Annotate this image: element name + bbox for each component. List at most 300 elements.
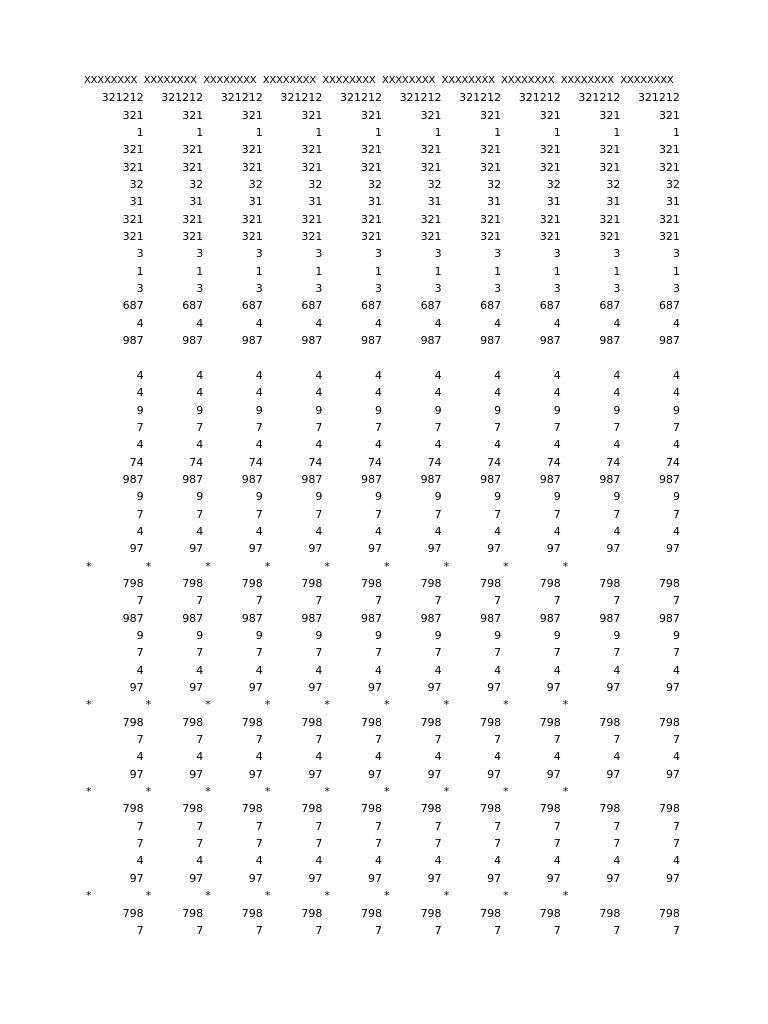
table-cell[interactable]: 32 xyxy=(189,178,204,192)
table-cell[interactable]: 9 xyxy=(315,629,323,642)
table-cell[interactable]: 4 xyxy=(494,750,502,764)
table-cell[interactable]: 798 xyxy=(301,802,323,816)
table-cell[interactable]: 798 xyxy=(301,715,323,729)
table-cell[interactable]: 97 xyxy=(367,681,382,695)
table-cell[interactable]: 3 xyxy=(136,282,144,296)
table-cell[interactable]: 987 xyxy=(420,472,442,486)
table-cell[interactable]: 7 xyxy=(613,923,621,937)
table-cell[interactable]: 9 xyxy=(196,403,204,417)
table-cell[interactable]: 9 xyxy=(613,629,621,642)
table-cell[interactable]: 798 xyxy=(599,715,621,729)
table-cell[interactable]: 4 xyxy=(196,524,204,538)
table-cell[interactable]: 7 xyxy=(613,819,621,833)
table-cell[interactable]: 798 xyxy=(122,802,144,816)
table-cell[interactable]: 987 xyxy=(539,472,561,486)
table-cell[interactable]: 9 xyxy=(434,490,442,504)
table-cell[interactable]: 9 xyxy=(374,490,382,504)
table-cell[interactable]: * xyxy=(503,785,509,799)
table-cell[interactable]: 321212 xyxy=(578,91,621,105)
table-cell[interactable]: 4 xyxy=(136,854,144,868)
table-cell[interactable] xyxy=(382,350,442,367)
table-cell[interactable]: 7 xyxy=(315,733,323,747)
table-cell[interactable]: 4 xyxy=(494,368,502,382)
table-cell[interactable]: 31 xyxy=(606,195,621,209)
table-cell[interactable]: 4 xyxy=(196,386,204,400)
table-cell[interactable]: 9 xyxy=(136,403,144,417)
table-cell[interactable]: 798 xyxy=(480,802,502,816)
table-cell[interactable]: 321 xyxy=(539,160,561,174)
table-cell[interactable]: * xyxy=(503,559,509,573)
table-cell[interactable]: 798 xyxy=(539,576,561,590)
table-cell[interactable]: 7 xyxy=(374,420,382,434)
table-cell[interactable]: 74 xyxy=(427,455,442,469)
table-cell[interactable]: * xyxy=(383,889,390,903)
table-cell[interactable]: 4 xyxy=(494,438,502,452)
table-cell[interactable] xyxy=(263,350,323,367)
table-cell[interactable]: 4 xyxy=(553,368,561,382)
table-cell[interactable]: 321212 xyxy=(101,91,144,105)
table-cell[interactable]: 7 xyxy=(255,733,263,747)
table-cell[interactable]: 4 xyxy=(672,854,680,868)
table-cell[interactable]: 97 xyxy=(665,767,680,781)
table-cell[interactable]: 9 xyxy=(553,490,561,504)
table-cell[interactable]: 32 xyxy=(606,178,621,192)
table-cell[interactable]: 4 xyxy=(374,438,382,452)
table-cell[interactable]: 7 xyxy=(553,507,561,521)
table-cell[interactable]: * xyxy=(86,698,92,712)
table-cell[interactable]: 7 xyxy=(553,646,561,660)
table-cell[interactable]: 987 xyxy=(539,611,561,625)
table-cell[interactable]: 3 xyxy=(494,247,502,261)
table-cell[interactable]: * xyxy=(324,559,330,573)
table-cell[interactable]: 3 xyxy=(434,282,442,296)
table-cell[interactable]: 321 xyxy=(241,212,263,226)
table-cell[interactable]: 7 xyxy=(136,819,144,833)
table-cell[interactable]: 798 xyxy=(539,802,561,816)
table-cell[interactable]: 798 xyxy=(360,576,382,590)
table-cell[interactable]: 321 xyxy=(658,230,680,244)
table-cell[interactable]: 7 xyxy=(196,733,204,747)
table-cell[interactable]: 987 xyxy=(658,472,680,486)
table-cell[interactable]: 7 xyxy=(672,646,680,660)
table-cell[interactable]: 798 xyxy=(599,802,621,816)
table-cell[interactable]: 74 xyxy=(367,455,382,469)
table-cell[interactable]: 1 xyxy=(255,126,263,140)
table-cell[interactable] xyxy=(84,350,144,367)
table-cell[interactable]: 4 xyxy=(255,438,263,452)
table-cell[interactable]: 9 xyxy=(672,403,680,417)
table-cell[interactable]: 74 xyxy=(129,455,144,469)
table-cell[interactable]: 4 xyxy=(315,854,323,868)
table-cell[interactable]: 687 xyxy=(182,299,204,313)
table-cell[interactable]: 798 xyxy=(241,906,263,920)
table-cell[interactable]: 321 xyxy=(360,230,382,244)
table-cell[interactable]: 321 xyxy=(122,160,144,174)
table-cell[interactable]: 4 xyxy=(613,750,621,764)
table-cell[interactable]: 4 xyxy=(672,663,680,677)
table-cell[interactable]: * xyxy=(264,559,271,573)
table-cell[interactable]: 4 xyxy=(374,316,382,330)
table-cell[interactable]: 7 xyxy=(196,594,204,608)
table-cell[interactable]: 97 xyxy=(129,871,144,885)
table-cell[interactable]: 4 xyxy=(374,663,382,677)
table-cell[interactable]: 4 xyxy=(255,854,263,868)
table-cell[interactable]: 687 xyxy=(658,299,680,313)
table-cell[interactable]: 4 xyxy=(434,316,442,330)
table-cell[interactable]: 3 xyxy=(613,282,621,296)
table-cell[interactable]: 9 xyxy=(494,490,502,504)
table-cell[interactable]: 321212 xyxy=(220,91,263,105)
table-cell[interactable]: 4 xyxy=(434,663,442,677)
table-cell[interactable]: 1 xyxy=(613,126,621,140)
table-cell[interactable]: 4 xyxy=(374,386,382,400)
table-cell[interactable]: 97 xyxy=(248,542,263,556)
table-cell[interactable]: 4 xyxy=(196,368,204,382)
table-cell[interactable]: 4 xyxy=(672,386,680,400)
table-cell[interactable]: 97 xyxy=(367,542,382,556)
table-cell[interactable]: 4 xyxy=(613,386,621,400)
table-cell[interactable]: 7 xyxy=(672,837,680,851)
table-cell[interactable]: 74 xyxy=(665,455,680,469)
table-cell[interactable]: 321 xyxy=(420,108,442,122)
table-cell[interactable]: * xyxy=(562,889,569,903)
table-cell[interactable]: 7 xyxy=(553,923,561,937)
table-cell[interactable]: * xyxy=(264,785,271,799)
table-cell[interactable]: 321 xyxy=(599,108,621,122)
table-cell[interactable]: 3 xyxy=(434,247,442,261)
table-cell[interactable]: 4 xyxy=(136,368,144,382)
table-cell[interactable]: 7 xyxy=(315,923,323,937)
table-cell[interactable]: 321 xyxy=(480,212,502,226)
table-cell[interactable]: * xyxy=(443,889,450,903)
table-cell[interactable]: 9 xyxy=(315,490,323,504)
table-cell[interactable]: 7 xyxy=(494,594,502,608)
table-cell[interactable]: 321 xyxy=(360,212,382,226)
table-cell[interactable]: 4 xyxy=(613,438,621,452)
table-cell[interactable]: 4 xyxy=(613,524,621,538)
table-cell[interactable]: 798 xyxy=(301,576,323,590)
table-cell[interactable]: 321 xyxy=(241,160,263,174)
table-cell[interactable]: 31 xyxy=(546,195,561,209)
table-cell[interactable]: 798 xyxy=(241,576,263,590)
table-cell[interactable]: 74 xyxy=(189,455,204,469)
table-cell[interactable]: 321 xyxy=(658,108,680,122)
table-cell[interactable]: * xyxy=(205,889,211,903)
table-cell[interactable]: 9 xyxy=(255,490,263,504)
table-cell[interactable]: 4 xyxy=(255,316,263,330)
table-cell[interactable]: 4 xyxy=(553,316,561,330)
table-cell[interactable]: 321 xyxy=(122,230,144,244)
table-cell[interactable]: 987 xyxy=(599,334,621,348)
table-cell[interactable]: 32 xyxy=(367,178,382,192)
table-cell[interactable]: 4 xyxy=(434,524,442,538)
table-cell[interactable]: 687 xyxy=(301,299,323,313)
table-cell[interactable]: 31 xyxy=(487,195,502,209)
table-cell[interactable]: 9 xyxy=(315,403,323,417)
table-cell[interactable]: 7 xyxy=(136,594,144,608)
table-cell[interactable]: 7 xyxy=(672,507,680,521)
table-cell[interactable]: 321 xyxy=(658,160,680,174)
table-cell[interactable]: 321 xyxy=(122,108,144,122)
table-cell[interactable]: 97 xyxy=(189,681,204,695)
table-cell[interactable]: 4 xyxy=(255,524,263,538)
table-cell[interactable] xyxy=(203,350,263,367)
table-cell[interactable]: * xyxy=(145,698,152,712)
table-cell[interactable]: 987 xyxy=(182,334,204,348)
table-cell[interactable]: 7 xyxy=(136,646,144,660)
table-cell[interactable]: 4 xyxy=(315,750,323,764)
table-cell[interactable]: 7 xyxy=(434,420,442,434)
table-cell[interactable]: 4 xyxy=(672,438,680,452)
table-cell[interactable]: 74 xyxy=(248,455,263,469)
table-cell[interactable]: 321 xyxy=(480,108,502,122)
table-cell[interactable]: 321212 xyxy=(399,91,442,105)
table-cell[interactable]: 4 xyxy=(196,316,204,330)
table-cell[interactable]: 7 xyxy=(196,837,204,851)
table-cell[interactable]: 7 xyxy=(434,733,442,747)
table-cell[interactable]: 1 xyxy=(255,264,263,278)
table-cell[interactable]: * xyxy=(324,889,330,903)
table-cell[interactable]: 7 xyxy=(315,594,323,608)
table-cell[interactable]: 9 xyxy=(255,403,263,417)
table-cell[interactable]: 97 xyxy=(546,767,561,781)
table-cell[interactable]: 7 xyxy=(672,594,680,608)
table-cell[interactable]: 7 xyxy=(434,594,442,608)
table-cell[interactable]: 321 xyxy=(420,230,442,244)
table-cell[interactable]: 9 xyxy=(196,629,204,642)
table-cell[interactable]: 321 xyxy=(539,230,561,244)
table-cell[interactable]: 798 xyxy=(420,802,442,816)
table-cell[interactable]: 74 xyxy=(606,455,621,469)
table-cell[interactable]: 9 xyxy=(434,403,442,417)
table-cell[interactable]: 97 xyxy=(367,767,382,781)
table-cell[interactable]: 7 xyxy=(553,420,561,434)
table-cell[interactable]: 3 xyxy=(255,247,263,261)
table-cell[interactable]: 1 xyxy=(553,264,561,278)
table-cell[interactable]: 9 xyxy=(553,629,561,642)
table-cell[interactable]: * xyxy=(205,698,211,712)
table-cell[interactable]: 4 xyxy=(136,524,144,538)
table-cell[interactable]: 4 xyxy=(613,368,621,382)
table-cell[interactable]: 1 xyxy=(672,126,680,140)
table-cell[interactable]: 987 xyxy=(480,611,502,625)
table-cell[interactable]: 798 xyxy=(241,802,263,816)
table-cell[interactable]: 987 xyxy=(360,472,382,486)
table-cell[interactable]: 31 xyxy=(308,195,323,209)
table-cell[interactable]: 321 xyxy=(420,143,442,157)
table-cell[interactable] xyxy=(561,350,621,367)
table-cell[interactable]: XXXXXXXX xyxy=(143,75,197,86)
table-cell[interactable]: 7 xyxy=(136,507,144,521)
table-cell[interactable]: 798 xyxy=(658,576,680,590)
table-cell[interactable]: 7 xyxy=(196,923,204,937)
table-cell[interactable]: 687 xyxy=(599,299,621,313)
table-cell[interactable]: 798 xyxy=(122,576,144,590)
table-cell[interactable]: 9 xyxy=(434,629,442,642)
table-cell[interactable]: 4 xyxy=(553,854,561,868)
table-cell[interactable]: 31 xyxy=(189,195,204,209)
table-cell[interactable]: 321 xyxy=(480,230,502,244)
table-cell[interactable]: 321 xyxy=(539,143,561,157)
table-cell[interactable]: 97 xyxy=(308,681,323,695)
table-cell[interactable]: 7 xyxy=(136,923,144,937)
table-cell[interactable]: 4 xyxy=(315,316,323,330)
table-cell[interactable]: * xyxy=(264,698,271,712)
table-cell[interactable]: 4 xyxy=(672,368,680,382)
table-cell[interactable]: 798 xyxy=(480,715,502,729)
table-cell[interactable]: 97 xyxy=(308,767,323,781)
table-cell[interactable]: * xyxy=(562,559,569,573)
table-cell[interactable]: 1 xyxy=(553,126,561,140)
table-cell[interactable]: 7 xyxy=(613,507,621,521)
table-cell[interactable]: 321 xyxy=(301,230,323,244)
table-cell[interactable]: 7 xyxy=(672,923,680,937)
table-cell[interactable]: XXXXXXXX xyxy=(322,75,376,86)
table-cell[interactable]: 3 xyxy=(255,282,263,296)
table-cell[interactable]: XXXXXXXX xyxy=(620,75,674,86)
table-cell[interactable]: 7 xyxy=(494,837,502,851)
table-cell[interactable]: 7 xyxy=(553,594,561,608)
table-cell[interactable]: 9 xyxy=(672,490,680,504)
table-cell[interactable]: 321 xyxy=(599,230,621,244)
table-cell[interactable]: 97 xyxy=(427,542,442,556)
table-cell[interactable]: 321 xyxy=(480,143,502,157)
table-cell[interactable]: 7 xyxy=(255,420,263,434)
table-cell[interactable]: 4 xyxy=(374,368,382,382)
table-cell[interactable]: 7 xyxy=(374,819,382,833)
table-cell[interactable]: 987 xyxy=(241,334,263,348)
table-cell[interactable]: 321 xyxy=(182,230,204,244)
table-cell[interactable]: 7 xyxy=(136,420,144,434)
table-cell[interactable]: 321 xyxy=(301,108,323,122)
table-cell[interactable]: * xyxy=(443,698,450,712)
table-cell[interactable]: 798 xyxy=(599,576,621,590)
table-cell[interactable]: 7 xyxy=(494,733,502,747)
table-cell[interactable]: 7 xyxy=(613,733,621,747)
table-cell[interactable]: 987 xyxy=(599,611,621,625)
table-cell[interactable] xyxy=(620,887,680,904)
table-cell[interactable]: * xyxy=(145,889,152,903)
table-cell[interactable]: 321 xyxy=(301,212,323,226)
table-cell[interactable]: 7 xyxy=(672,420,680,434)
table-cell[interactable]: 321 xyxy=(360,143,382,157)
table-cell[interactable] xyxy=(620,783,680,800)
table-cell[interactable]: 987 xyxy=(301,472,323,486)
table-cell[interactable]: 7 xyxy=(494,923,502,937)
table-cell[interactable]: 321 xyxy=(182,160,204,174)
table-cell[interactable]: 4 xyxy=(374,854,382,868)
table-cell[interactable]: 987 xyxy=(182,611,204,625)
table-cell[interactable]: 7 xyxy=(255,646,263,660)
table-cell[interactable]: 7 xyxy=(494,420,502,434)
table-cell[interactable]: 1 xyxy=(136,264,144,278)
table-cell[interactable]: 3 xyxy=(672,282,680,296)
table-cell[interactable]: 798 xyxy=(182,715,204,729)
table-cell[interactable]: 1 xyxy=(315,126,323,140)
table-cell[interactable]: 4 xyxy=(434,386,442,400)
table-cell[interactable]: 7 xyxy=(374,646,382,660)
table-cell[interactable]: 687 xyxy=(360,299,382,313)
table-cell[interactable]: * xyxy=(145,559,152,573)
table-cell[interactable]: 4 xyxy=(494,386,502,400)
table-cell[interactable]: 74 xyxy=(546,455,561,469)
table-cell[interactable]: 987 xyxy=(360,334,382,348)
table-cell[interactable]: * xyxy=(324,785,330,799)
table-cell[interactable]: 97 xyxy=(546,542,561,556)
table-cell[interactable]: 74 xyxy=(308,455,323,469)
table-cell[interactable]: 7 xyxy=(196,646,204,660)
table-cell[interactable]: XXXXXXXX xyxy=(560,75,614,86)
table-cell[interactable]: 97 xyxy=(427,767,442,781)
table-cell[interactable]: 7 xyxy=(136,733,144,747)
table-cell[interactable]: 4 xyxy=(613,663,621,677)
table-cell[interactable]: 321 xyxy=(420,212,442,226)
table-cell[interactable]: 7 xyxy=(374,507,382,521)
table-cell[interactable]: 321212 xyxy=(280,91,323,105)
table-cell[interactable]: XXXXXXXX xyxy=(262,75,316,86)
table-cell[interactable]: 7 xyxy=(136,837,144,851)
table-cell[interactable]: 798 xyxy=(122,906,144,920)
table-cell[interactable]: 987 xyxy=(122,611,144,625)
table-cell[interactable]: 321 xyxy=(182,212,204,226)
table-cell[interactable]: 9 xyxy=(553,403,561,417)
table-cell[interactable]: 798 xyxy=(301,906,323,920)
table-cell[interactable]: 97 xyxy=(308,542,323,556)
table-cell[interactable]: 9 xyxy=(136,629,144,642)
table-cell[interactable]: XXXXXXXX xyxy=(501,75,555,86)
table-cell[interactable]: * xyxy=(443,559,450,573)
table-cell[interactable]: 4 xyxy=(136,438,144,452)
table-cell[interactable]: 798 xyxy=(480,576,502,590)
table-cell[interactable]: 4 xyxy=(136,663,144,677)
table-cell[interactable]: 321 xyxy=(539,212,561,226)
table-cell[interactable]: 7 xyxy=(374,837,382,851)
table-cell[interactable]: 97 xyxy=(129,681,144,695)
table-cell[interactable]: 321 xyxy=(539,108,561,122)
table-cell[interactable]: 7 xyxy=(494,646,502,660)
table-cell[interactable]: 4 xyxy=(315,524,323,538)
table-cell[interactable]: 4 xyxy=(255,368,263,382)
table-cell[interactable]: 3 xyxy=(315,247,323,261)
table-cell[interactable]: 687 xyxy=(122,299,144,313)
table-cell[interactable]: XXXXXXXX xyxy=(84,75,138,86)
table-cell[interactable]: 97 xyxy=(487,542,502,556)
table-cell[interactable]: 3 xyxy=(196,247,204,261)
table-cell[interactable]: 9 xyxy=(613,403,621,417)
table-cell[interactable]: 798 xyxy=(241,715,263,729)
table-cell[interactable]: 7 xyxy=(315,420,323,434)
table-cell[interactable]: 97 xyxy=(606,871,621,885)
table-cell[interactable]: 97 xyxy=(665,871,680,885)
table-cell[interactable] xyxy=(620,350,680,367)
table-cell[interactable]: 1 xyxy=(136,126,144,140)
table-cell[interactable]: 97 xyxy=(189,767,204,781)
table-cell[interactable]: 987 xyxy=(122,334,144,348)
table-cell[interactable]: 4 xyxy=(553,750,561,764)
table-cell[interactable]: 3 xyxy=(494,282,502,296)
table-cell[interactable]: 798 xyxy=(420,576,442,590)
table-cell[interactable]: 97 xyxy=(189,542,204,556)
table-cell[interactable]: 4 xyxy=(494,663,502,677)
table-cell[interactable]: 31 xyxy=(665,195,680,209)
table-cell[interactable]: 4 xyxy=(315,368,323,382)
table-cell[interactable]: 321 xyxy=(599,160,621,174)
table-cell[interactable]: 321212 xyxy=(459,91,502,105)
table-cell[interactable]: 32 xyxy=(129,178,144,192)
table-cell[interactable]: 7 xyxy=(255,594,263,608)
table-cell[interactable]: 7 xyxy=(255,837,263,851)
table-cell[interactable]: 4 xyxy=(196,854,204,868)
